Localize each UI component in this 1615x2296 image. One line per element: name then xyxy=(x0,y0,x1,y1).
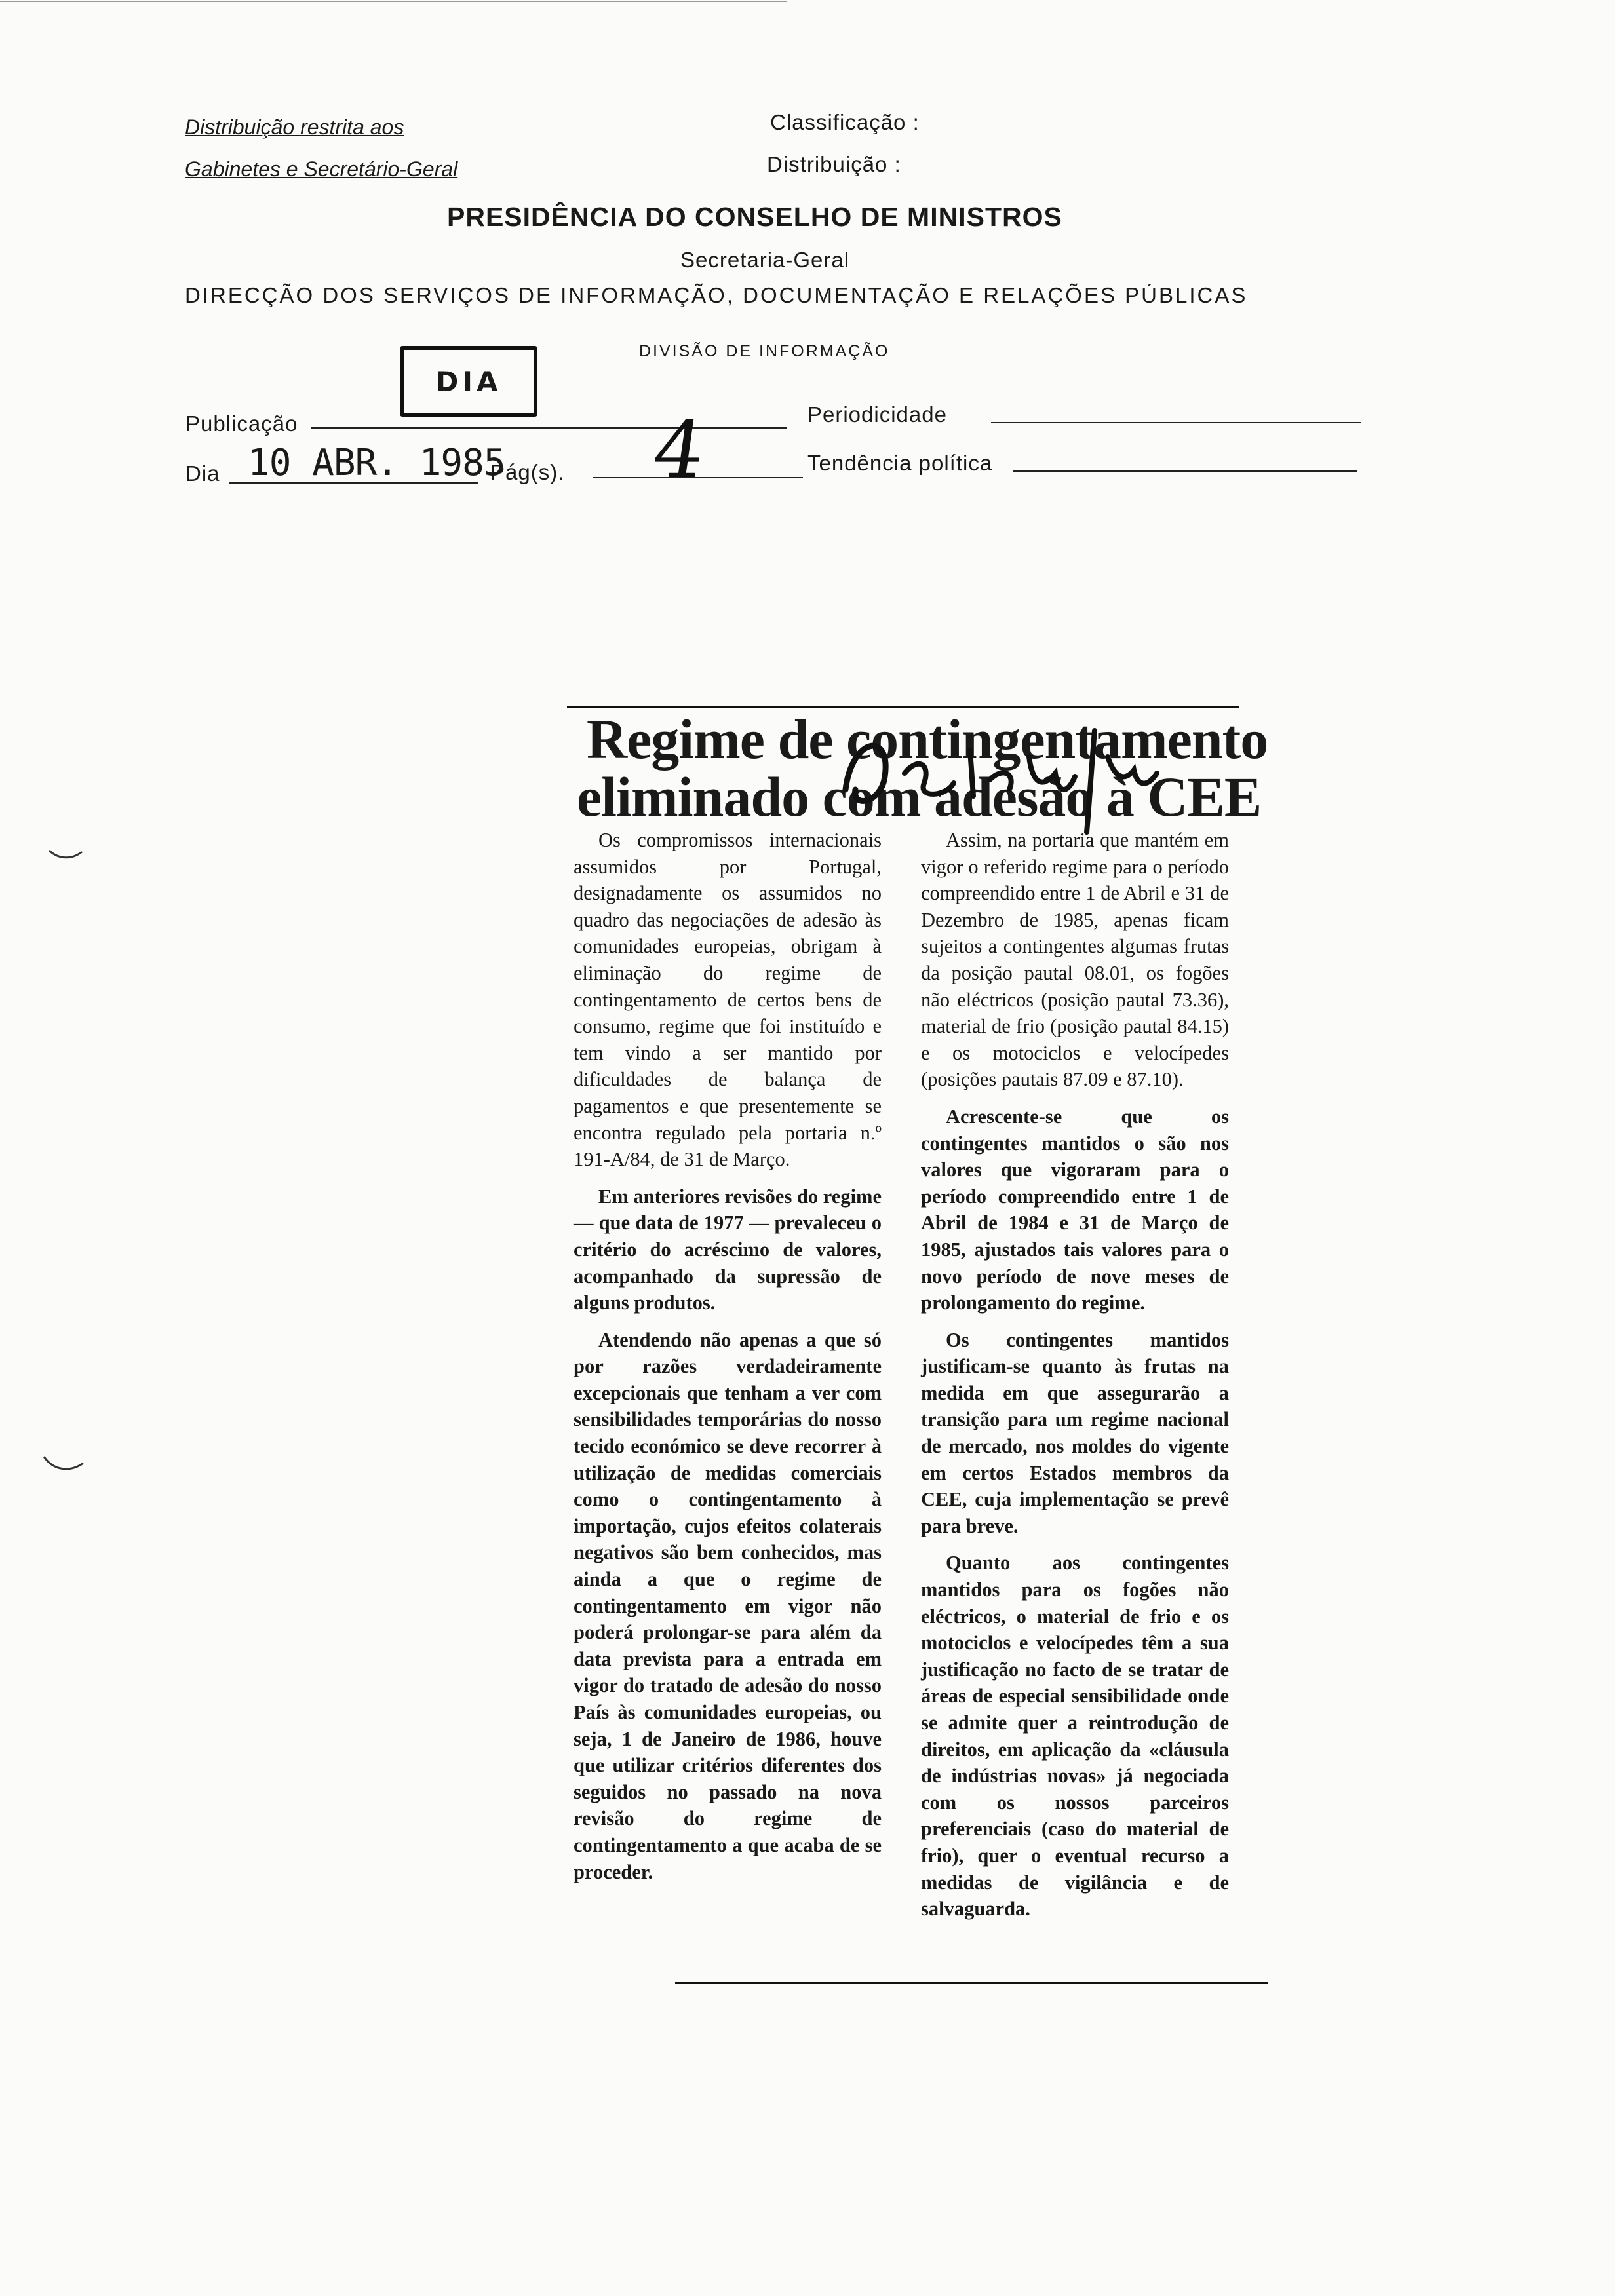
scan-speck-left-2 xyxy=(41,1451,87,1478)
handwritten-date-scribble xyxy=(832,711,1173,835)
publication-date: 10 ABR. 1985 xyxy=(248,442,505,484)
pages-value-handwritten: 4 xyxy=(648,405,711,496)
article-column-1 xyxy=(574,827,882,1896)
scan-speck-left-1 xyxy=(46,845,85,865)
article-title-line2: eliminado com adesão à CEE xyxy=(577,765,1262,828)
secretariat-heading: Secretaria-Geral xyxy=(680,248,850,272)
day-label: Dia xyxy=(185,461,220,486)
publication-label: Publicação xyxy=(185,411,298,436)
periodicity-label: Periodicidade xyxy=(808,402,947,427)
article-paragraph: Quanto aos contingentes mantidos para os fogões não eléctricos, o material de frio e os motociclos e velocípedes têm a sua justificação no facto de se tratar de áreas de especial sensibilidade onde se admite quer a reintrodução de direitos, em aplicação da «cláusula de indústrias novas» já negociada com os nossos parceiros preferenciais (caso do material de frio), quer o eventual recurso a medidas de vigilância e de salvaguarda. xyxy=(921,1552,1229,1921)
article-paragraph: Os contingentes mantidos justificam-se quanto às frutas na medida em que assegurarão a transição para um regime nacional de mercado, nos moldes do vigente em certos Estados membros da CEE, cuja implementação se prevê para breve. xyxy=(921,1328,1229,1537)
presidency-heading: PRESIDÊNCIA DO CONSELHO DE MINISTROS xyxy=(447,202,1062,232)
publication-stamp-text: DIA xyxy=(435,365,502,398)
political-tendency-field-line xyxy=(1013,470,1357,472)
article-title-line1: Regime de contingentamento xyxy=(587,708,1268,771)
article-paragraph: Assim, na portaria que mantém em vigor o referido regime para o período compreendido entre 1 de Abril e 31 de Dezembro de 1985, apenas ficam sujeitos a contingentes algumas frutas da posição pautal 08.01, os fogões não eléctricos (posição pautal 73.36), material de frio (posição pautal 84.15) e os motociclos e velocípedes (posições pautais 87.09 e 87.10). xyxy=(921,829,1229,1091)
article-paragraph: Em anteriores revisões do regime — que data de 1977 — prevaleceu o critério do acréscimo de valores, acompanhado da supressão de alguns produtos. xyxy=(574,1185,882,1314)
article-bottom-rule xyxy=(675,1982,1268,1984)
publication-field-line xyxy=(311,427,787,429)
article-column-2 xyxy=(921,827,1229,1933)
political-tendency-label: Tendência política xyxy=(808,451,993,475)
publication-stamp xyxy=(400,346,537,417)
distribution-note-line2: Gabinetes e Secretário-Geral xyxy=(185,157,458,181)
periodicity-field-line xyxy=(991,422,1361,423)
scan-edge-line xyxy=(0,1,787,2)
distribution-label: Distribuição : xyxy=(767,152,901,176)
article-paragraph: Atendendo não apenas a que só por razões verdadeiramente excepcionais que tenham a ver com sensibilidades temporárias do nosso tecido económico se deve recorrer à utilização de medidas comerciais como o contingentamento à importação, cujos efeitos colaterais negativos são bem conhecidos, mas ainda a que o regime de contingentamento em vigor não poderá prolongar-se para além da data prevista para a entrada em vigor do tratado de adesão do nosso País às comunidades europeias, ou seja, 1 de Janeiro de 1986, houve que utilizar critérios diferentes dos seguidos no passado na nova revisão do regime de contingentamento a que acaba de se proceder. xyxy=(574,1328,882,1883)
distribution-note-line1: Distribuição restrita aos xyxy=(185,115,404,139)
article-paragraph: Os compromissos internacionais assumidos por Portugal, designadamente os assumidos no quadro das negociações de adesão às comunidades europeias, obrigam à eliminação do regime de contingentamento de certos bens de consumo, regime que foi instituído e tem vindo a ser mantido por dificuldades de balança de pagamentos e que presentemente se encontra regulado pela portaria n.º 191-A/84, de 31 de Março. xyxy=(574,829,882,1171)
directorate-heading: DIRECÇÃO DOS SERVIÇOS DE INFORMAÇÃO, DOCUMENTAÇÃO E RELAÇÕES PÚBLICAS xyxy=(185,283,1248,307)
article-paragraph: Acrescente-se que os contingentes mantidos o são nos valores que vigoraram para o período compreendido entre 1 de Abril de 1984 e 31 de Março de 1985, ajustados tais valores para o novo período de nove meses de prolongamento do regime. xyxy=(921,1105,1229,1314)
division-heading: DIVISÃO DE INFORMAÇÃO xyxy=(639,342,890,360)
classification-label: Classificação : xyxy=(770,110,920,134)
pages-label: Pág(s). xyxy=(490,460,565,484)
day-field-line xyxy=(229,482,478,484)
